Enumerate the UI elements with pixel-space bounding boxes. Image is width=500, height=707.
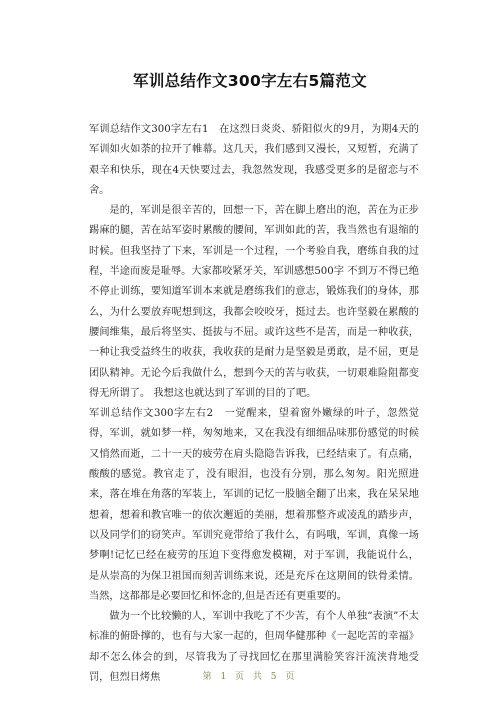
paragraph-2: 是的，军训是很辛苦的，回想一下，苦在脚上磨出的泡，苦在为正步踢麻的腿，苦在站军姿时累酸的腰间，军训如此的苦，我当然也有退缩的时候。但我坚持了下来，军训是一个过程，一个考验自我，磨练自我的过程，半途而废是耻辱。大家都咬紧牙关，军训感想500字 不到万不得已绝不停止训练，要知道军训本来就是磨练我们的意志，锻炼我们的身体，那么，为什么要放弃呢想到这，我都会咬咬牙，挺过去。也许坚毅在累酸的腰间维集，最后将坚实、挺拔与不屈。或许这些不是苦，而是一种收获，一种让我受益终生的收获，我收获的是耐力是坚毅是勇敢，是不屈，更是团队精神。无论今后我做什么，想到今天的苦与收获，一切艰难险阻都变得无所谓了。 我想这也就达到了军训的目的了吧。 [89, 205, 419, 399]
paragraph-3: 军训总结作文300字左右2 一觉醒来，望着窗外嫩绿的叶子，忽然觉得，军训，就如梦一样，匆匆地来，又在我没有细细品味那份感觉的时候又悄然而逝，二十一天的疲劳在肩头隐隐告诉我，已经结束了。有点痛，酸酸的感觉。教官走了，没有眼泪，也没有分别，那么匆匆。阳光照进来，落在堆在角落的军装上，军训的记忆一股脑全翻了出来，我在呆呆地想着，想着和教官唯一的依次邂逅的美丽，想着那整齐或凌乱的踏步声，以及同学们的窃笑声。军训究竟带给了我什么，有吗哦，军训，真像一场梦啊!记忆已经在疲劳的压迫下变得愈发模糊，对于军训，我能说什么，是从崇高的为保卫祖国而刻苦训练来说，还是充斥在这期间的铁骨柔情。当然，这都都是必要回忆和怀念的,但是否还有更重要的。 [89, 408, 419, 602]
document-title: 军训总结作文300字左右5篇范文 [133, 72, 367, 90]
document-body [89, 120, 419, 688]
page-number: 第 1 页 共 5 页 [202, 672, 298, 682]
paragraph-4: 做为一个比较懒的人，军训中我吃了不少苦，有个人单独“表演”不太标准的俯卧撑的，也有与大家一起的，但周华健那种《一起吃苦的幸福》却不怎么体会的到，尽管我为了寻找回忆在那里满脸笑容汗流浃背地受罚，但烈日烤焦 [89, 611, 419, 684]
paragraph-1: 军训总结作文300字左右1 在这烈日炎炎、骄阳似火的9月，为期4天的军训如火如荼的拉开了帷幕。这几天，我们感到又漫长，又短暂，充满了艰辛和快乐，现在4天快要过去，我忽然发现，我感受更多的是留恋与不舍。 [89, 124, 419, 196]
